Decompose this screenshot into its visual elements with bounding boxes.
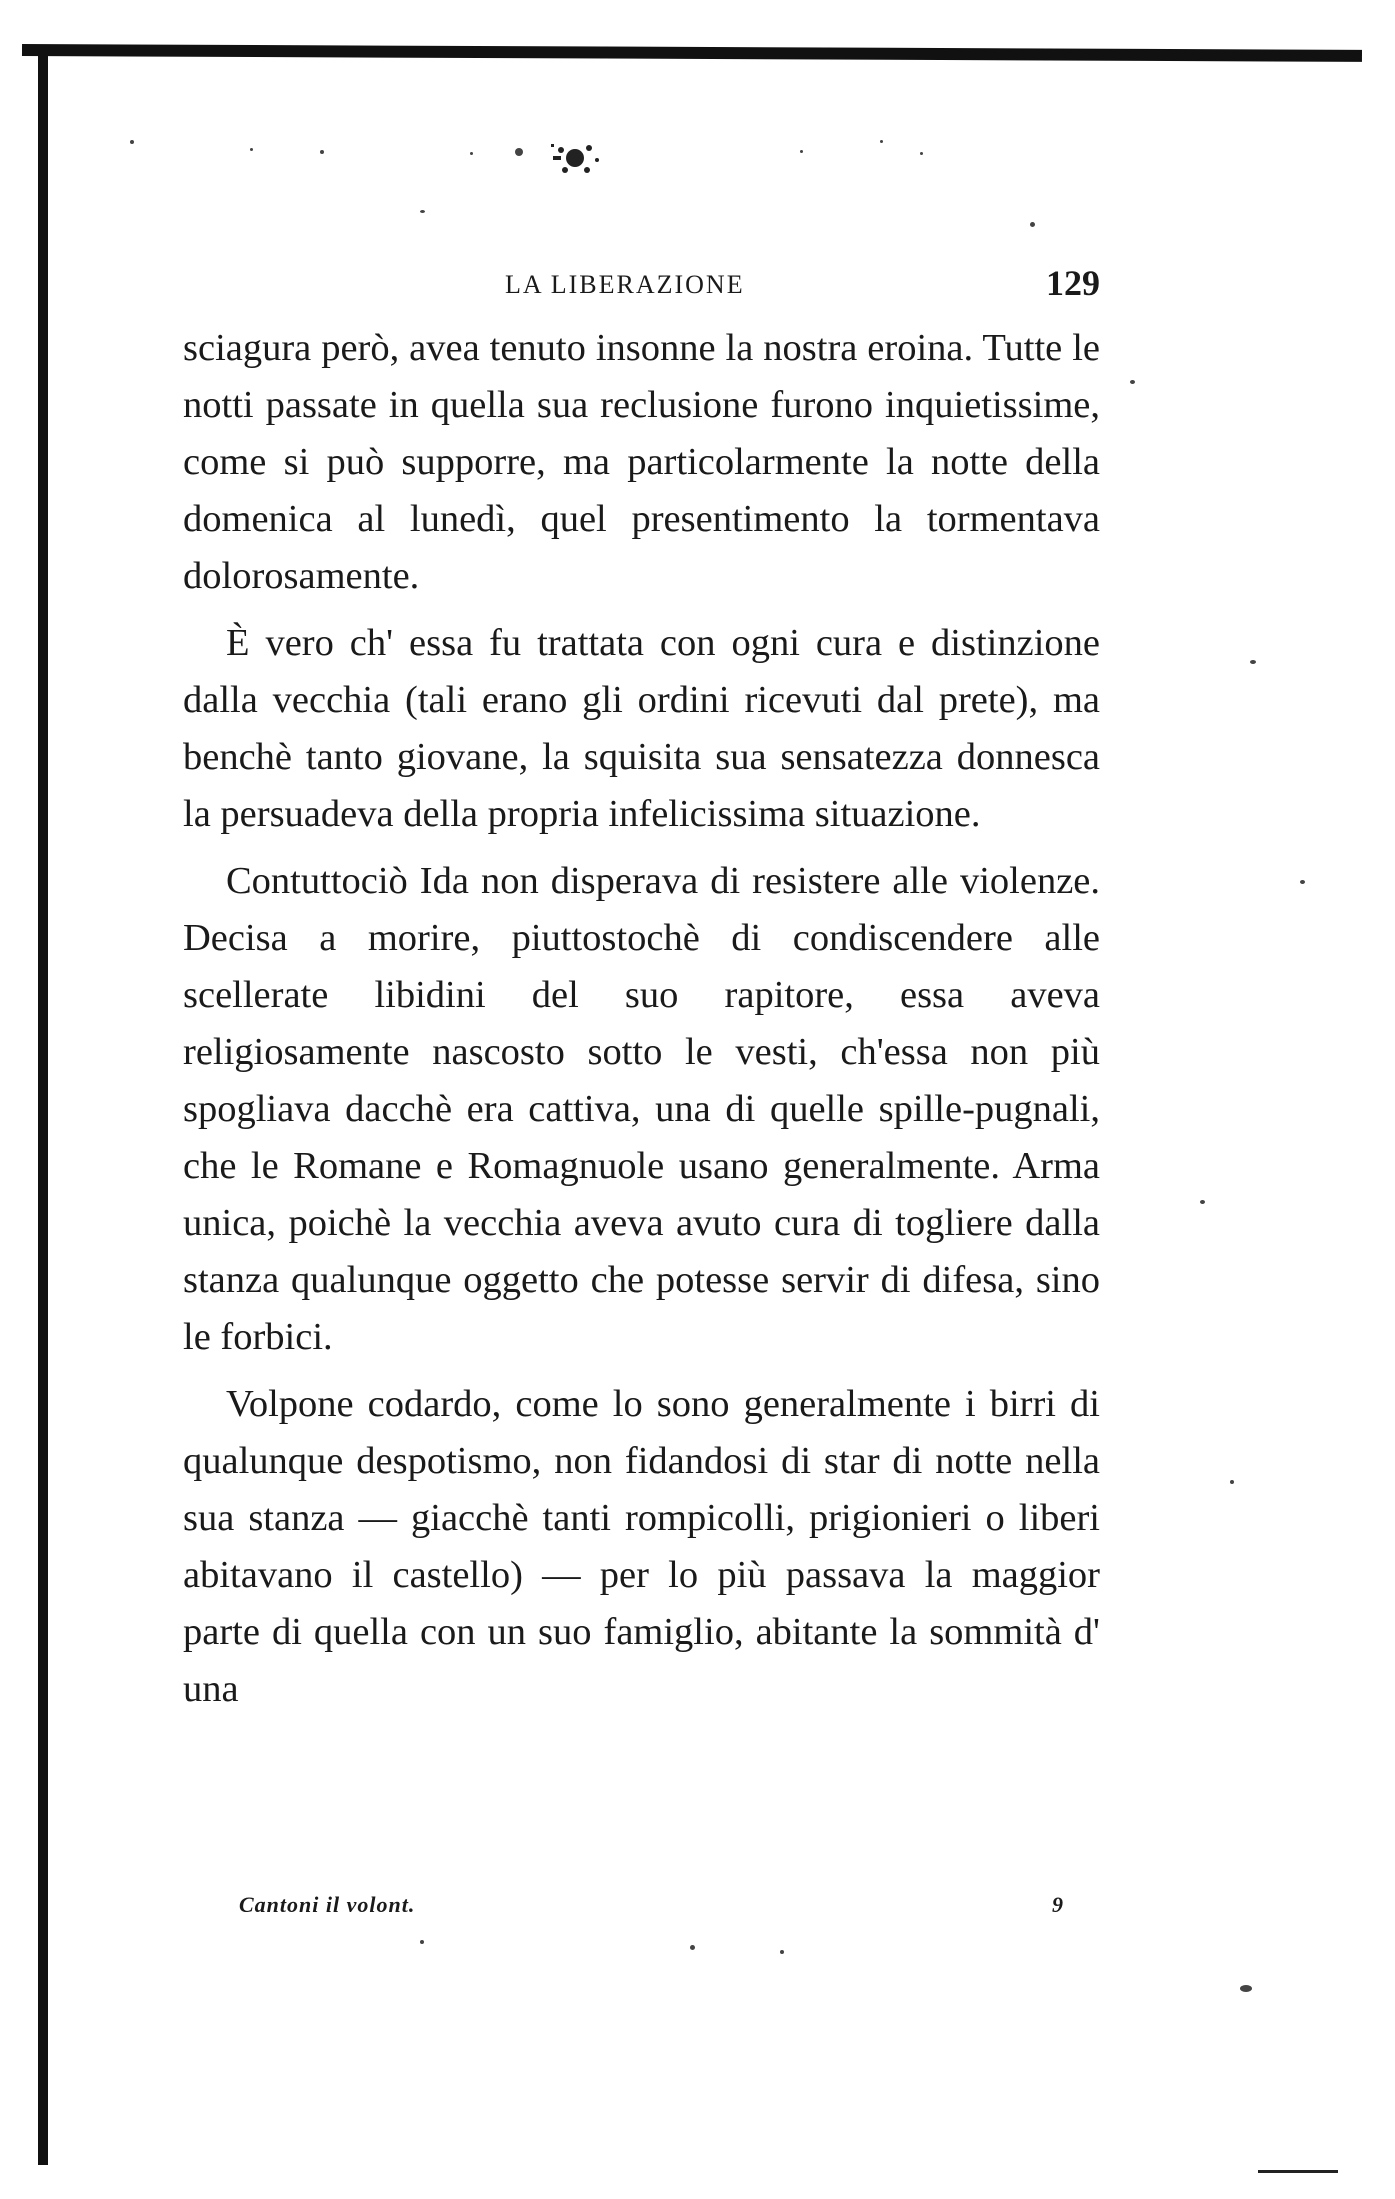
bottom-dash-rule [1258, 2170, 1338, 2173]
paragraph-1: sciagura però, avea tenuto insonne la nostra eroina. Tutte le notti passate in quella sua reclusione furono inquietissime, come si può supporre, ma particolarmente la notte della domenica al lunedì, quel presentimento la tormentava dolorosamente. [183, 327, 1100, 597]
ornament-icon [540, 134, 610, 184]
page-number: 129 [1046, 263, 1100, 303]
signature-mark: 9 [1052, 1892, 1063, 1917]
left-border-rule [38, 50, 48, 2165]
running-title: LA LIBERAZIONE [505, 270, 745, 299]
paragraph-2: È vero ch' essa fu trattata con ogni cura e distinzione dalla vecchia (tali erano gli ordini ricevuti dal prete), ma benchè tanto giovane, la squisita sua sensatezza donnesca la persuadeva della propria infelicissima situazione. [183, 622, 1100, 835]
running-head [183, 260, 1100, 320]
footer [183, 1892, 1063, 1922]
page-content [183, 260, 1100, 1718]
paragraph-3: Contuttociò Ida non disperava di resistere alle violenze. Decisa a morire, piuttostochè di condiscendere alle scellerate libidini del suo rapitore, essa aveva religiosamente nascosto sotto le vesti, ch'essa non più spogliava dacchè era cattiva, una di quelle spille-pugnali, che le Romane e Romagnuole usano generalmente. Arma unica, poichè la vecchia aveva avuto cura di togliere dalla stanza qualunque oggetto che potesse servir di difesa, sino le forbici. [183, 860, 1100, 1358]
signature-line: Cantoni il volont. [239, 1892, 416, 1917]
body-text [183, 320, 1100, 1718]
top-border-rule [22, 44, 1362, 62]
paragraph-4: Volpone codardo, come lo sono generalmente i birri di qualunque despotismo, non fidandosi di star di notte nella sua stanza — giacchè tanti rompicolli, prigionieri o liberi abitavano il castello) — per lo più passava la maggior parte di quella con un suo famiglio, abitante la sommità d' una [183, 1383, 1100, 1710]
